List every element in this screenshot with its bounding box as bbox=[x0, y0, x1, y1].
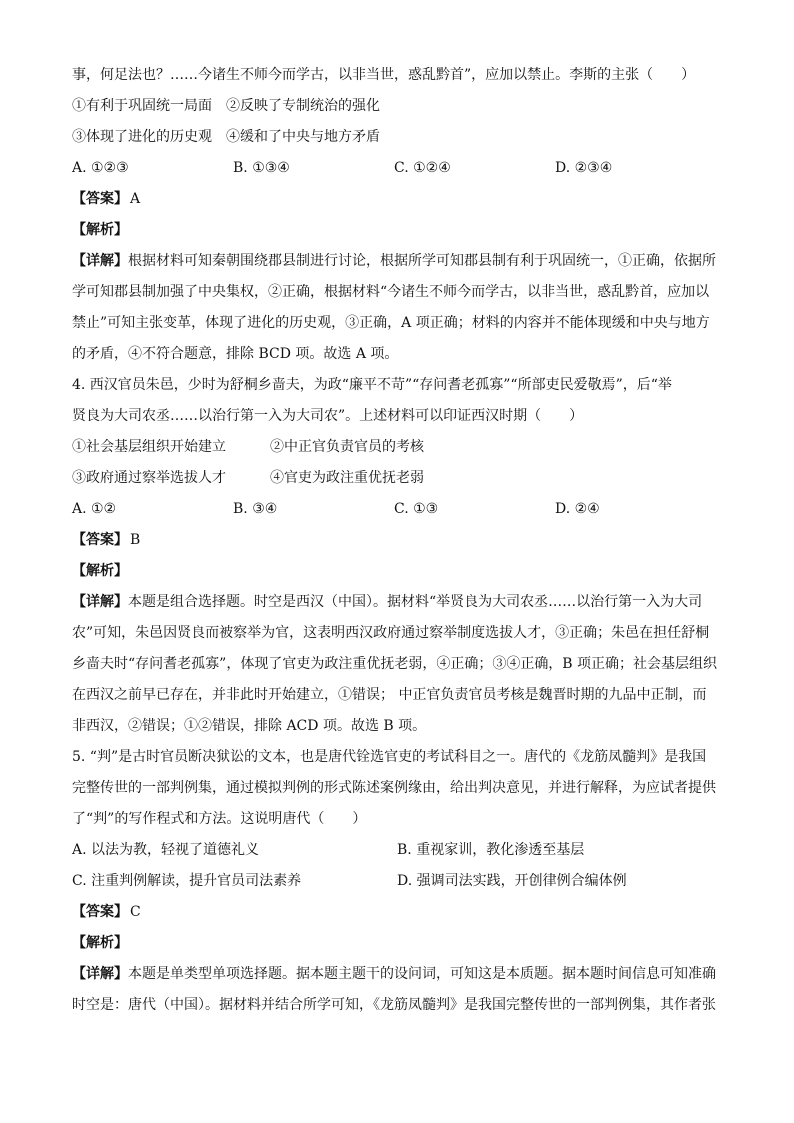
q5-stem-line-1: 5. “判”是古时官员断决狱讼的文本，也是唐代铨选官吏的考试科目之一。唐代的《龙筋凤髓判》是我国 bbox=[72, 749, 707, 765]
q5-option-c[interactable]: C. 注重判例解读，提升官员司法素养 bbox=[72, 873, 302, 889]
answer-value: B bbox=[130, 532, 141, 548]
q4-item-4: ④官吏为政注重优抚老弱 bbox=[270, 470, 424, 486]
q4-answer bbox=[72, 525, 722, 556]
analysis-tag: 【解析】 bbox=[72, 935, 128, 951]
answer-tag: 【答案】 bbox=[72, 532, 128, 548]
detail-line: 在西汉之前早已存在，并非此时开始建立，①错误； 中正官负责官员考核是魏晋时期的九品中正制，而 bbox=[72, 687, 707, 703]
detail-line: 【详解】本题是组合选择题。时空是西汉（中国）。据材料“举贤良为大司农丞……以治行第一入为大司 bbox=[72, 594, 703, 610]
detail-line: 非西汉，②错误；①②错误，排除 ACD 项。故选 B 项。 bbox=[72, 718, 427, 734]
q4-item-3: ③政府通过察举选拔人才 bbox=[72, 470, 226, 486]
q4-analysis bbox=[72, 556, 722, 587]
q4-option-c[interactable]: C. ①③ bbox=[394, 501, 439, 517]
detail-line: 乡啬夫时“存问耆老孤寡”，体现了官吏为政注重优抚老弱，④正确；③④正确，B 项正确；社会基层组织 bbox=[72, 656, 718, 672]
detail-tag: 【详解】 bbox=[72, 253, 128, 269]
q3-option-c[interactable]: C. ①②④ bbox=[394, 160, 451, 176]
analysis-tag: 【解析】 bbox=[72, 222, 128, 238]
q5-answer bbox=[72, 897, 722, 928]
q4-stem-line-2: 贤良为大司农丞……以治行第一入为大司农”。上述材料可以印证西汉时期（ ） bbox=[72, 408, 584, 424]
q5-stem-line-2: 完整传世的一部判例集，通过模拟判例的形式陈述案例缘由，给出判决意见，并进行解释，为应试者提供 bbox=[72, 780, 716, 796]
detail-line: 时空是：唐代（中国）。据材料并结合所学可知，《龙筋凤髓判》是我国完整传世的一部判例集，其作者张 bbox=[72, 997, 716, 1013]
answer-value: A bbox=[130, 191, 141, 207]
detail-line: 的矛盾，④不符合题意，排除 BCD 项。故选 A 项。 bbox=[72, 346, 399, 362]
document-page bbox=[72, 60, 722, 1021]
q5-options-row-2 bbox=[72, 866, 722, 897]
q5-option-d[interactable]: D. 强调司法实践，开创律例合编体例 bbox=[397, 873, 627, 889]
q4-options bbox=[72, 494, 722, 525]
q5-options-row-1 bbox=[72, 835, 722, 866]
detail-line: 禁止”可知主张变革，体现了进化的历史观，③正确，A 项正确；材料的内容并不能体现缓和中央与地方 bbox=[72, 315, 710, 331]
q5-stem-line-3: 了“判”的写作程式和方法。这说明唐代（ ） bbox=[72, 811, 367, 827]
answer-tag: 【答案】 bbox=[72, 191, 128, 207]
q3-stem: 事，何足法也？……今诸生不师今而学古，以非当世，惑乱黔首”，应加以禁止。李斯的主张（ ） bbox=[72, 67, 696, 83]
q4-item-1: ①社会基层组织开始建立 bbox=[72, 439, 226, 455]
q5-option-a[interactable]: A. 以法为教，轻视了道德礼义 bbox=[72, 842, 260, 858]
detail-line: 【详解】本题是单类型单项选择题。据本题主题干的设问词，可知这是本质题。据本题时间信息可知准确 bbox=[72, 966, 716, 982]
q4-item-2: ②中正官负责官员的考核 bbox=[270, 439, 424, 455]
answer-value: C bbox=[130, 904, 141, 920]
q4-detail bbox=[72, 587, 722, 742]
q5-option-b[interactable]: B. 重视家训，教化渗透至基层 bbox=[397, 842, 585, 858]
q3-option-b[interactable]: B. ①③④ bbox=[233, 160, 290, 176]
q4-stem-line-1: 4. 西汉官员朱邑，少时为舒桐乡啬夫，为政“廉平不苛”“存问耆老孤寡”“所部吏民爱敬焉”，后“举 bbox=[72, 377, 672, 393]
q3-analysis bbox=[72, 215, 722, 246]
q4-option-a[interactable]: A. ①② bbox=[72, 501, 117, 517]
q3-option-d[interactable]: D. ②③④ bbox=[555, 160, 613, 176]
q3-detail bbox=[72, 246, 722, 370]
detail-line: 农”可知，朱邑因贤良而被察举为官，这表明西汉政府通过察举制度选拔人才，③正确；朱邑在担任舒桐 bbox=[72, 625, 710, 641]
q4-option-d[interactable]: D. ②④ bbox=[555, 501, 600, 517]
q3-option-a[interactable]: A. ①②③ bbox=[72, 160, 129, 176]
q4-option-b[interactable]: B. ③④ bbox=[233, 501, 278, 517]
analysis-tag: 【解析】 bbox=[72, 563, 128, 579]
q3-item-line-1: ①有利于巩固统一局面 ②反映了专制统治的强化 bbox=[72, 98, 380, 114]
detail-line: 【详解】根据材料可知秦朝围绕郡县制进行讨论，根据所学可知郡县制有利于巩固统一，①正确，依据所 bbox=[72, 253, 716, 269]
q4-items-row-2 bbox=[72, 463, 722, 494]
q3-answer bbox=[72, 184, 722, 215]
answer-tag: 【答案】 bbox=[72, 904, 128, 920]
q3-options bbox=[72, 153, 722, 184]
q5-detail bbox=[72, 959, 722, 1021]
detail-tag: 【详解】 bbox=[72, 594, 128, 610]
detail-line: 学可知郡县制加强了中央集权，②正确，根据材料“今诸生不师今而学古，以非当世，惑乱黔首，应加以 bbox=[72, 284, 710, 300]
detail-tag: 【详解】 bbox=[72, 966, 128, 982]
q5-analysis bbox=[72, 928, 722, 959]
q4-items-row-1 bbox=[72, 432, 722, 463]
q3-item-line-2: ③体现了进化的历史观 ④缓和了中央与地方矛盾 bbox=[72, 129, 380, 145]
